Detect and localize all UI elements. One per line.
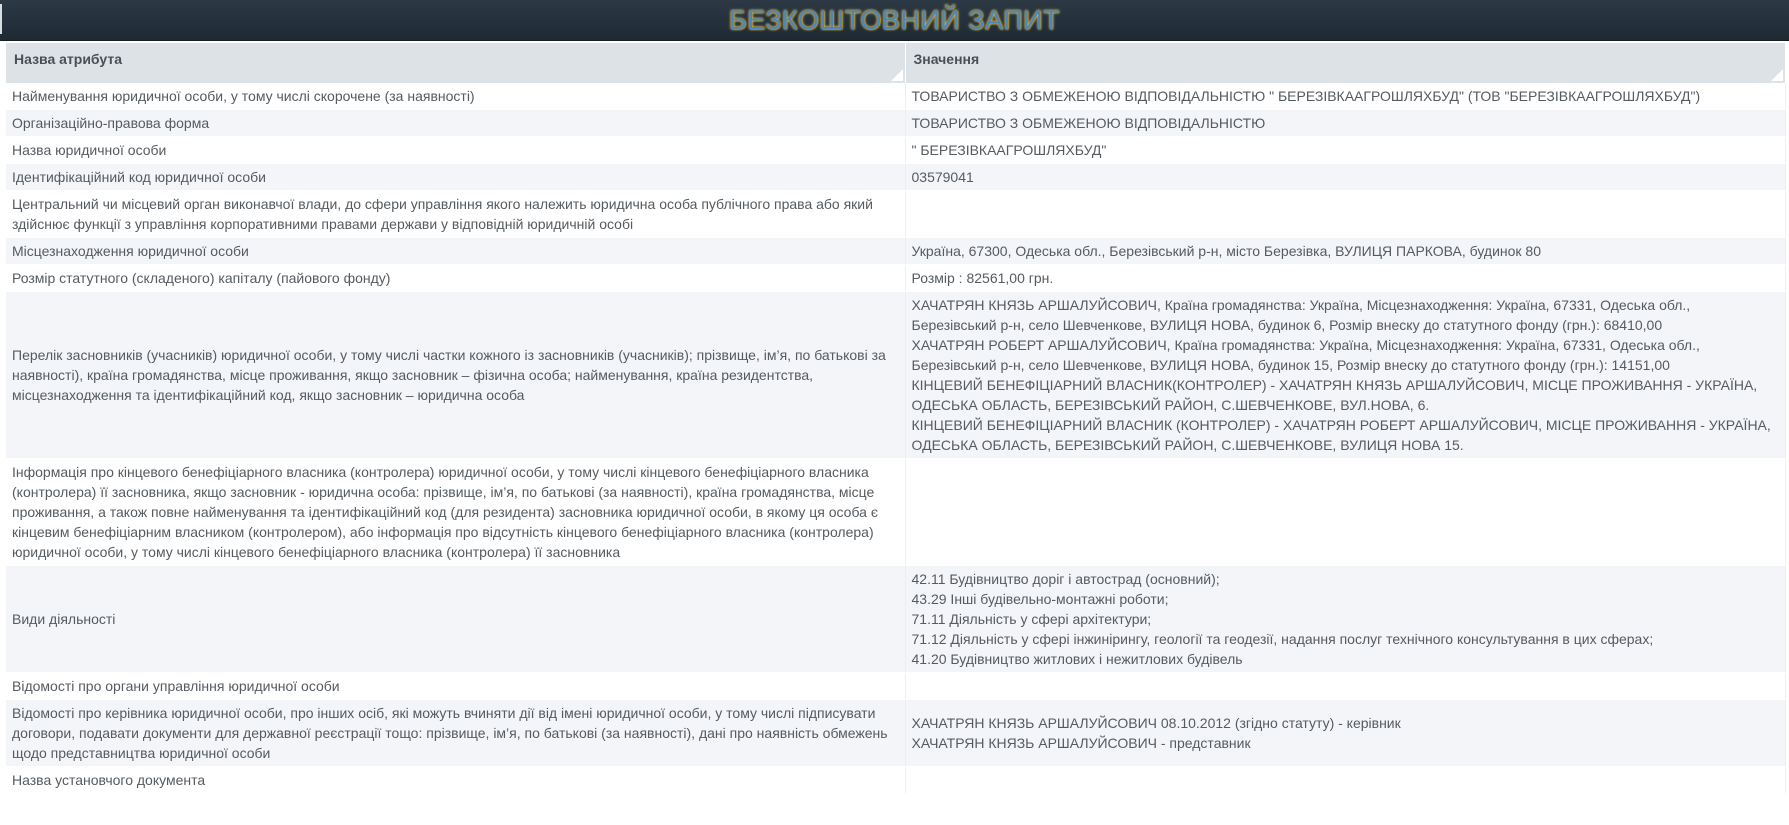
- attribute-name-cell: Відомості про органи управління юридичної особи: [6, 673, 905, 700]
- attributes-table: [6, 43, 1786, 794]
- attribute-name-cell: Види діяльності: [6, 566, 905, 673]
- value-line: ХАЧАТРЯН КНЯЗЬ АРШАЛУЙСОВИЧ, Країна громадянства: Україна, Місцезнаходження: Україна, 67331, Одеська обл., Березівський р-н, село Шевченкове, ВУЛИЦЯ НОВА, будинок 6, Розмір внеску до статутного фонду (грн.): 68410,00: [911, 297, 1691, 333]
- attribute-value-cell: [905, 673, 1786, 700]
- table-row: [6, 292, 1786, 459]
- value-line: 03579041: [911, 169, 974, 185]
- attribute-value-cell: [905, 137, 1786, 164]
- attribute-value-cell: [905, 767, 1786, 794]
- table-row: [6, 673, 1786, 700]
- value-line: 43.29 Інші будівельно-монтажні роботи;: [911, 591, 1169, 607]
- scrollbar-edge: [0, 4, 2, 34]
- value-line: ХАЧАТРЯН КНЯЗЬ АРШАЛУЙСОВИЧ - представник: [911, 735, 1251, 751]
- column-header-attribute[interactable]: [6, 43, 905, 83]
- attribute-value-cell: [905, 191, 1786, 238]
- value-line: КІНЦЕВИЙ БЕНЕФІЦІАРНИЙ ВЛАСНИК (КОНТРОЛЕР) - ХАЧАТРЯН РОБЕРТ АРШАЛУЙСОВИЧ, МІСЦЕ ПРОЖИВАННЯ - УКРАЇНА, ОДЕСЬКА ОБЛАСТЬ, БЕРЕЗІВСЬКИЙ РАЙОН, С.ШЕВЧЕНКОВЕ, ВУЛИЦЯ НОВА 15.: [911, 417, 1771, 453]
- attribute-value-cell: [905, 164, 1786, 191]
- table-row: [6, 700, 1786, 767]
- value-line: КІНЦЕВИЙ БЕНЕФІЦІАРНИЙ ВЛАСНИК(КОНТРОЛЕР) - ХАЧАТРЯН КНЯЗЬ АРШАЛУЙСОВИЧ, МІСЦЕ ПРОЖИВАННЯ - УКРАЇНА, ОДЕСЬКА ОБЛАСТЬ, БЕРЕЗІВСЬКИЙ РАЙОН, С.ШЕВЧЕНКОВЕ, ВУЛ.НОВА, 6.: [911, 377, 1758, 413]
- table-row: [6, 265, 1786, 292]
- table-row: [6, 83, 1786, 110]
- value-line: Розмір : 82561,00 грн.: [911, 270, 1054, 286]
- table-row: [6, 566, 1786, 673]
- value-line: ХАЧАТРЯН КНЯЗЬ АРШАЛУЙСОВИЧ 08.10.2012 (згідно статуту) - керівник: [911, 715, 1401, 731]
- table-header-row: [6, 43, 1786, 83]
- page-title: БЕЗКОШТОВНИЙ ЗАПИТ: [728, 5, 1061, 35]
- table-row: [6, 137, 1786, 164]
- table-row: [6, 110, 1786, 137]
- attribute-name-cell: Найменування юридичної особи, у тому числі скорочене (за наявності): [6, 83, 905, 110]
- value-line: 42.11 Будівництво доріг і автострад (основний);: [911, 571, 1220, 587]
- attribute-value-cell: [905, 265, 1786, 292]
- attribute-value-cell: [905, 83, 1786, 110]
- table-body: [6, 83, 1786, 794]
- top-banner: [0, 0, 1789, 41]
- table-row: [6, 191, 1786, 238]
- attribute-name-cell: Відомості про керівника юридичної особи, про інших осіб, які можуть вчиняти дії від імені юридичної особи, у тому числі підписувати договори, подавати документи для державної реєстрації тощо: прізвище, ім’я, по батькові (за наявності), дані про наявність обмежень щодо представництва юридичної особи: [6, 700, 905, 767]
- value-line: 41.20 Будівництво житлових і нежитлових будівель: [911, 651, 1243, 667]
- table-row: [6, 238, 1786, 265]
- attribute-value-cell: [905, 700, 1786, 767]
- value-line: ХАЧАТРЯН РОБЕРТ АРШАЛУЙСОВИЧ, Країна громадянства: Україна, Місцезнаходження: Україна, 67331, Одеська обл., Березівський р-н, село Шевченкове, ВУЛИЦЯ НОВА, будинок 15, Розмір внеску до статутного фонду (грн.): 14151,00: [911, 337, 1700, 373]
- table-row: [6, 459, 1786, 566]
- attribute-name-cell: Перелік засновників (учасників) юридичної особи, у тому числі частки кожного із засновників (учасників); прізвище, ім’я, по батькові за наявності), країна громадянства, місце проживання, якщо засновник – фізична особа; найменування, країна резидентства, місцезнаходження та ідентифікаційний код, якщо засновник – юридична особа: [6, 292, 905, 459]
- attribute-name-cell: Місцезнаходження юридичної особи: [6, 238, 905, 265]
- value-line: " БЕРЕЗІВКААГРОШЛЯХБУД": [911, 142, 1107, 158]
- attribute-value-cell: [905, 566, 1786, 673]
- value-line: Україна, 67300, Одеська обл., Березівський р-н, місто Березівка, ВУЛИЦЯ ПАРКОВА, будинок 80: [911, 243, 1542, 259]
- attribute-name-cell: Інформація про кінцевого бенефіціарного власника (контролера) юридичної особи, у тому числі кінцевого бенефіціарного власника (контролера) її засновника, якщо засновник - юридична особа: прізвище, ім’я, по батькові (за наявності), країна громадянства, місце проживання, а також повне найменування та ідентифікаційний код (для резидента) засновника юридичної особи, в якому ця особа є кінцевим бенефіціарним власником (контролером), або інформація про відсутність кінцевого бенефіціарного власника (контролера) юридичної особи, у тому числі кінцевого бенефіціарного власника (контролера) її засновника: [6, 459, 905, 566]
- column-header-label: Назва атрибута: [14, 51, 122, 67]
- resize-handle-icon[interactable]: [1771, 69, 1783, 81]
- attribute-name-cell: Центральний чи місцевий орган виконавчої влади, до сфери управління якого належить юридична особа публічного права або який здійснює функції з управління корпоративними правами держави у відповідній юридичній особі: [6, 191, 905, 238]
- attribute-name-cell: Ідентифікаційний код юридичної особи: [6, 164, 905, 191]
- attribute-value-cell: [905, 292, 1786, 459]
- attribute-name-cell: Розмір статутного (складеного) капіталу (пайового фонду): [6, 265, 905, 292]
- attribute-name-cell: Назва юридичної особи: [6, 137, 905, 164]
- value-line: ТОВАРИСТВО З ОБМЕЖЕНОЮ ВІДПОВІДАЛЬНІСТЮ " БЕРЕЗІВКААГРОШЛЯХБУД" (ТОВ "БЕРЕЗІВКААГРОШЛЯХБУД"): [911, 88, 1701, 104]
- resize-handle-icon[interactable]: [891, 69, 903, 81]
- attribute-value-cell: [905, 238, 1786, 265]
- attribute-name-cell: Назва установчого документа: [6, 767, 905, 794]
- table-row: [6, 767, 1786, 794]
- column-header-label: Значення: [913, 51, 980, 67]
- value-line: 71.11 Діяльність у сфері архітектури;: [911, 611, 1152, 627]
- attribute-value-cell: [905, 459, 1786, 566]
- attribute-value-cell: [905, 110, 1786, 137]
- value-line: ТОВАРИСТВО З ОБМЕЖЕНОЮ ВІДПОВІДАЛЬНІСТЮ: [911, 115, 1266, 131]
- column-header-value[interactable]: [905, 43, 1786, 83]
- attribute-name-cell: Організаційно-правова форма: [6, 110, 905, 137]
- value-line: 71.12 Діяльність у сфері інжинірингу, геології та геодезії, надання послуг технічного консультування в цих сферах;: [911, 631, 1654, 647]
- table-row: [6, 164, 1786, 191]
